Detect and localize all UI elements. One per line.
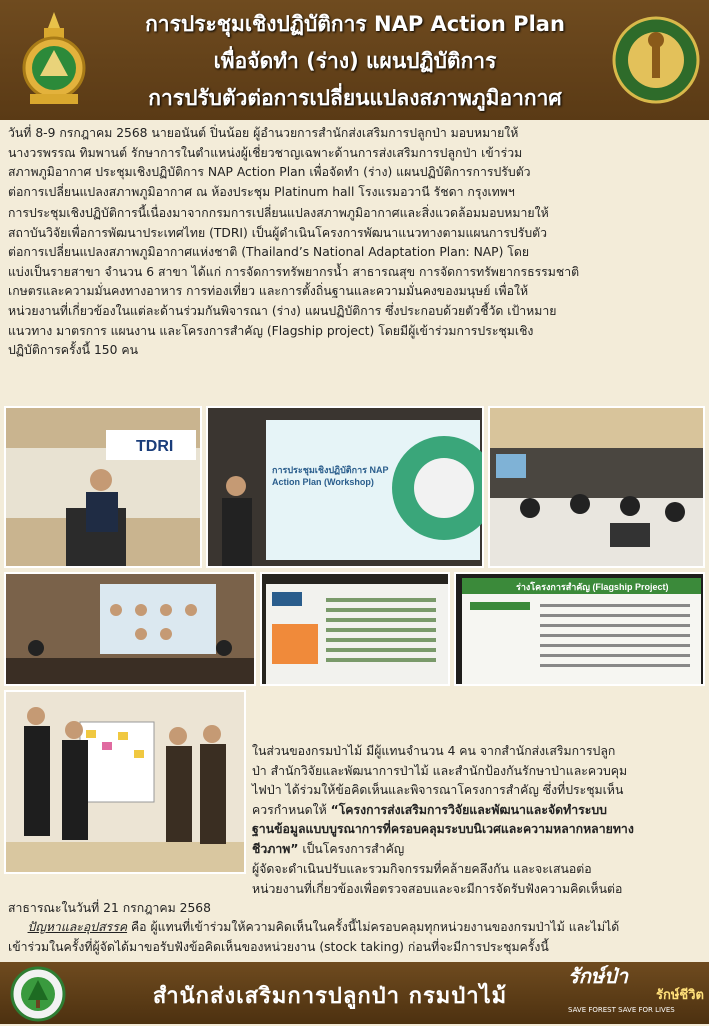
brand-top-text: รักษ์ป่า [568,964,628,988]
text-line: เข้าร่วมในครั้งที่ผู้จัดได้มาขอรับฟังข้อคิดเห็นของหน่วยงาน (stock taking) ก่อนที่จะมีการประชุมครั้งนี้ [8,939,549,954]
paragraph-problems [8,918,619,957]
text-line: แบ่งเป็นรายสาขา จำนวน 6 สาขา ได้แก่ การจัดการทรัพยากรน้ำ สาธารณสุข การจัดการทรัพยากรธรรมชาติ [8,264,580,279]
text-fragment: ควรกำหนดให้ [252,802,331,817]
header-banner [0,0,709,120]
text-line: สาธารณะในวันที่ 21 กรกฎาคม 2568 [8,901,211,915]
text-line: การประชุมเชิงปฏิบัติการนี้เนื่องมาจากกรมการเปลี่ยนแปลงสภาพภูมิอากาศและสิ่งแวดล้อมมอบหมายให้ [8,206,549,220]
paragraph-next-steps-end [8,899,211,919]
text-line [252,801,634,821]
text-line [252,840,634,860]
text-line: ปฏิบัติการครั้งนี้ 150 คน [8,343,138,358]
paragraph-forest-department [252,742,634,860]
text-line: ไฟป่า ได้ร่วมให้ข้อคิดเห็นและพิจารณาโครงการสำคัญ ซึ่งที่ประชุมเห็น [252,783,624,798]
text-line [252,820,634,840]
paragraph-intro [8,124,531,202]
slide-title-text: การประชุมเชิงปฏิบัติการ NAP Action Plan (Workshop) [272,465,389,487]
footer-title: สำนักส่งเสริมการปลูกป่า กรมป่าไม้ [152,984,508,1009]
title-line-2: เพื่อจัดทำ (ร่าง) แผนปฏิบัติการ [213,49,497,73]
text-line: หน่วยงานที่เกี่ยวข้องในแต่ละด้านร่วมกันพิจารณา (ร่าง) แผนปฏิบัติการ ซึ่งประกอบด้วยตัวชี้วัด เป้าหมาย [8,303,557,318]
photo-screen-tdri-list [260,572,450,686]
photo-flagship-slide [454,572,705,686]
text-line: ป่า สำนักวิจัยและพัฒนาการป่าไม้ และสำนักป้องกันรักษาป่าและควบคุม [252,763,628,778]
tdri-sign-text: TDRI [136,438,174,455]
text-line: ต่อการเปลี่ยนแปลงสภาพภูมิอากาศแห่งชาติ (Thailand’s National Adaptation Plan: NAP) โดย [8,245,530,260]
text-line: แนวทาง มาตรการ แผนงาน และโครงการสำคัญ (Flagship project) โดยมีผู้เข้าร่วมการประชุมเชิง [8,323,534,338]
text-fragment: เป็นโครงการสำคัญ [298,841,405,856]
text-line: สถาบันวิจัยเพื่อการพัฒนาประเทศไทย (TDRI) เป็นผู้ดำเนินโครงการพัฒนาแนวทางตามแผนการปรับตัว [8,225,548,240]
title-line-3: การปรับตัวต่อการเปลี่ยนแปลงสภาพภูมิอากาศ [148,86,562,110]
royal-forest-emblem-icon [10,10,98,110]
paragraph-background [8,204,579,361]
text-line [8,918,619,938]
brand-mid-text: รักษ์ชีวิต [656,988,704,1003]
text-line: วันที่ 8-9 กรกฎาคม 2568 นายอนันต์ ปิ่นน้อย ผู้อำนวยการสำนักส่งเสริมการปลูกป่า มอบหมายให้ [8,126,519,140]
flagship-project-name-end: ชีวภาพ” [252,841,299,856]
text-line: เกษตรและความมั่นคงทางอาหาร การท่องเที่ยว และการตั้งถิ่นฐานและความมั่นคงของมนุษย์ เพื่อให้ [8,284,529,299]
text-line: ในส่วนของกรมป่าไม้ มีผู้แทนจำนวน 4 คน จากสำนักส่งเสริมการปลูก [252,744,616,758]
text-line: ผู้จัดจะดำเนินปรับและรวมกิจกรรมที่คล้ายคลึงกัน และจะเสนอต่อ [252,862,592,876]
text-line: ต่อการเปลี่ยนแปลงสภาพภูมิอากาศ ณ ห้องประชุม Platinum hall โรงแรมอวานี รัชดา กรุงเทพฯ [8,184,515,199]
title-line-1: การประชุมเชิงปฏิบัติการ NAP Action Plan [145,12,565,36]
text-fragment: คือ ผู้แทนที่เข้าร่วมให้ความคิดเห็นในครั้งนี้ไม่ครอบคลุมทุกหน่วยงานของกรมป่าไม้ และไม่ได้ [127,920,620,934]
text-line: สภาพภูมิอากาศ ประชุมเชิงปฏิบัติการ NAP Action Plan เพื่อจัดทำ (ร่าง) แผนปฏิบัติการการปรับตัว [8,165,531,180]
flagship-slide-title: ร่างโครงการสำคัญ (Flagship Project) [516,582,669,592]
photo-panel-discussion [4,572,256,686]
forest-promotion-logo-icon [10,966,66,1022]
brand-bottom-text: SAVE FOREST SAVE FOR LIVES [568,1006,675,1014]
forest-department-seal-icon [612,14,700,106]
photo-audience [488,406,705,568]
photo-group-representatives [4,690,246,874]
problems-label: ปัญหาและอุปสรรค [27,920,128,934]
save-forest-brand [568,964,704,1022]
text-line: นางวรพรรณ ทิมพานต์ รักษาการในตำแหน่งผู้เชี่ยวชาญเฉพาะด้านการส่งเสริมการปลูกป่า เข้าร่วม [8,145,523,160]
flagship-project-name: “โครงการส่งเสริมการวิจัยและพัฒนาและจัดทำระบบ [330,802,607,817]
photo-presenter-screen [206,406,484,568]
text-line: หน่วยงานที่เกี่ยวข้องเพื่อตรวจสอบและจะมีการจัดรับฟังความคิดเห็นต่อ [252,881,623,896]
photo-speaker-podium [4,406,202,568]
paragraph-next-steps [252,860,622,899]
footer-banner [0,962,709,1024]
flagship-project-name-cont: ฐานข้อมูลแบบบูรณาการที่ครอบคลุมระบบนิเวศและความหลากหลายทาง [252,822,634,837]
